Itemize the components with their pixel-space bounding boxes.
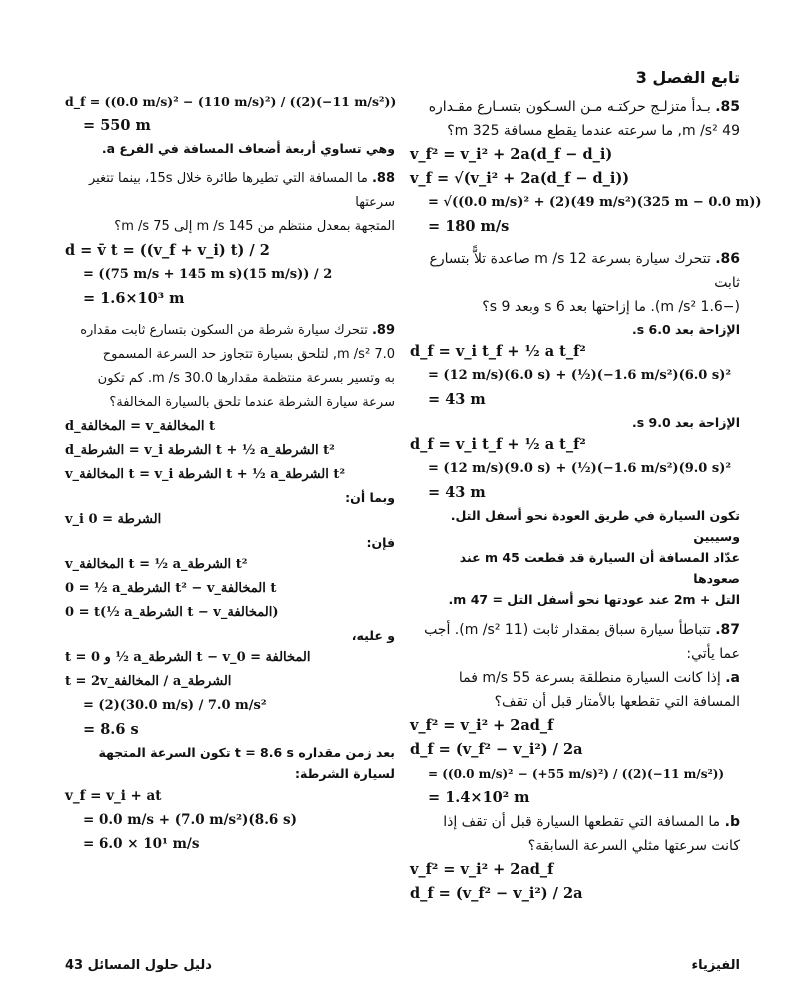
- continuation-87b: [65, 90, 395, 159]
- problem-85: [410, 95, 762, 239]
- eq-89-9: t = 2v_المخالفة / a_الشرطة: [65, 674, 232, 689]
- eq-89-2: d_الشرطة = v_i الشرطة t + ½ a_الشرطة t²: [65, 443, 335, 458]
- problem-85-text-2: 49 m /s², ما سرعته عندما يقطع مسافة 325 m؟: [447, 123, 740, 139]
- eq-88-1: d = v̄ t = ((v_f + v_i) t) / 2: [65, 242, 270, 259]
- problem-87: [410, 618, 740, 906]
- after-text-2: لسيارة الشرطة:: [295, 766, 395, 781]
- eq-86-b3: = 43 m: [428, 484, 486, 501]
- eq-89-7: 0 = t(½ a_الشرطة t − v_المخالفة): [65, 605, 279, 620]
- then-label: فإن:: [366, 535, 395, 550]
- left-column: [65, 90, 395, 856]
- problem-85-text-1: 85. بـدأ متزلـج حركتـه مـن السـكون بتسـارع مقـداره: [428, 99, 740, 115]
- eq-85-2: v_f = √(v_i² + 2a(d_f − d_i)): [410, 170, 630, 187]
- eq-89-10: = (2)(30.0 m/s) / 7.0 m/s²: [83, 698, 267, 713]
- eq-86-a1: d_f = v_i t_f + ½ a t_f²: [410, 343, 586, 360]
- problem-86-text-1: 86. تتحرك سيارة بسرعة 12 m /s صاعدة تلاًّ بتسارع ثابت: [429, 251, 740, 291]
- note-86-2: عدّاد المسافة أن السيارة قد قطعت 45 m عند صعودها: [459, 550, 740, 586]
- footer-subject: الفيزياء: [691, 958, 740, 973]
- problem-89-text-4: سرعة سيارة الشرطة عندما تلحق بالسيارة المخالفة؟: [109, 395, 395, 410]
- right-column: [410, 95, 762, 906]
- eq-89-3: v_المخالفة t = v_i الشرطة t + ½ a_الشرطة t²: [65, 467, 346, 482]
- since-label: وبما أن:: [345, 490, 395, 505]
- part-a-text-2: المسافة التي تقطعها بالأمتار قبل أن تقف؟: [494, 694, 740, 710]
- eq-cont-1: d_f = ((0.0 m/s)² − (110 m/s)²) / ((2)(−11 m/s²)): [65, 94, 397, 109]
- eq-86-b1: d_f = v_i t_f + ½ a t_f²: [410, 436, 586, 453]
- problem-89-text-1: 89. تتحرك سيارة شرطة من السكون بتسارع ثابت مقداره: [80, 323, 395, 338]
- problem-89-text-3: به وتسير بسرعة منتظمة مقدارها 30.0 m /s. كم تكون: [97, 371, 395, 386]
- part-b-text-1: b. ما المسافة التي تقطعها السيارة قبل أن تقف إذا: [443, 814, 740, 830]
- part-a-text-1: a. إذا كانت السيارة منطلقة بسرعة 55 m/s فما: [458, 670, 740, 686]
- label-6s: الإزاحة بعد 6.0 s.: [631, 322, 740, 337]
- eq-89-6: 0 = ½ a_الشرطة t² − v_المخالفة t: [65, 581, 277, 596]
- eq-cont-2: = 550 m: [83, 117, 151, 134]
- eq-85-3: = √((0.0 m/s)² + (2)(49 m/s²)(325 m − 0.0 m)): [428, 195, 762, 210]
- problem-87-text-1: 87. تتباطأ سيارة سباق بمقدار ثابت (11 m /s²). أجب: [424, 622, 740, 638]
- eq-86-a2: = (12 m/s)(6.0 s) + (½)(−1.6 m/s²)(6.0 s)²: [428, 368, 732, 383]
- eq-88-2: = ((75 m/s + 145 m s)(15 m/s)) / 2: [83, 267, 333, 282]
- label-9s: الإزاحة بعد 9.0 s.: [631, 415, 740, 430]
- eq-88-3: = 1.6×10³ m: [83, 290, 185, 307]
- eq-87-2: d_f = (v_f² − v_i²) / 2a: [410, 741, 583, 758]
- eq-86-a3: = 43 m: [428, 391, 486, 408]
- problem-89: [65, 319, 395, 856]
- problem-86: [410, 247, 740, 610]
- eq-89-14: = 6.0 × 10¹ m/s: [83, 836, 200, 852]
- eq-89-11: = 8.6 s: [83, 721, 139, 738]
- problem-86-text-2: (−1.6 m /s²). ما إزاحتها بعد 6 s وبعد 9 s؟: [482, 299, 740, 315]
- eq-86-b2: = (12 m/s)(9.0 s) + (½)(−1.6 m/s²)(9.0 s)²: [428, 461, 732, 476]
- problem-88-text-2: المتجهة بمعدل منتظم من 145 m /s إلى 75 m /s؟: [114, 219, 395, 234]
- eq-89-1: d_المخالفة = v_المخالفة t: [65, 419, 216, 434]
- eq-85-4: = 180 m/s: [428, 218, 510, 235]
- eq-85-1: v_f² = v_i² + 2a(d_f − d_i): [410, 146, 613, 163]
- note-86-3: التل + 2m عند عودتها نحو أسفل التل = 47 m.: [448, 592, 740, 607]
- eq-87-6: d_f = (v_f² − v_i²) / 2a: [410, 885, 583, 902]
- problem-87-text-2: عما يأتي:: [686, 646, 740, 662]
- eq-89-5: v_المخالفة t = ½ a_الشرطة t²: [65, 557, 248, 572]
- problem-88-text-1: 88. ما المسافة التي تطيرها طائرة خلال 15s، بينما تتغير سرعتها: [88, 171, 395, 210]
- eq-87-1: v_f² = v_i² + 2ad_f: [410, 717, 554, 734]
- part-b-text-2: كانت سرعتها مثلي السرعة السابقة؟: [527, 838, 740, 854]
- problem-89-text-2: 7.0 m /s², لتلحق بسيارة تتجاوز حد السرعة المسموح: [102, 347, 395, 362]
- after-text-1: بعد زمن مقداره t = 8.6 s تكون السرعة المتجهة: [98, 745, 395, 760]
- eq-87-4: = 1.4×10² m: [428, 789, 530, 806]
- eq-87-3: = ((0.0 m/s)² − (+55 m/s)²) / ((2)(−11 m/s²)): [428, 767, 725, 781]
- eq-89-13: = 0.0 m/s + (7.0 m/s²)(8.6 s): [83, 812, 297, 828]
- note-cont: وهي تساوي أربعة أضعاف المسافة في الفرع a.: [101, 141, 395, 156]
- eq-89-8: t = 0 و ½ a_الشرطة t − v_المخالفة = 0: [65, 650, 311, 665]
- eq-87-5: v_f² = v_i² + 2ad_f: [410, 861, 554, 878]
- thus-label: و عليه،: [351, 628, 395, 643]
- problem-88: [65, 167, 395, 311]
- note-86-1: تكون السيارة في طريق العودة نحو أسفل التل. وسيبين: [450, 508, 740, 544]
- eq-89-4: v_i الشرطة = 0: [65, 512, 162, 527]
- eq-89-12: v_f = v_i + at: [65, 788, 162, 804]
- chapter-header: تابع الفصل 3: [635, 68, 740, 87]
- footer-page-label: دليل حلول المسائل 43: [65, 958, 212, 973]
